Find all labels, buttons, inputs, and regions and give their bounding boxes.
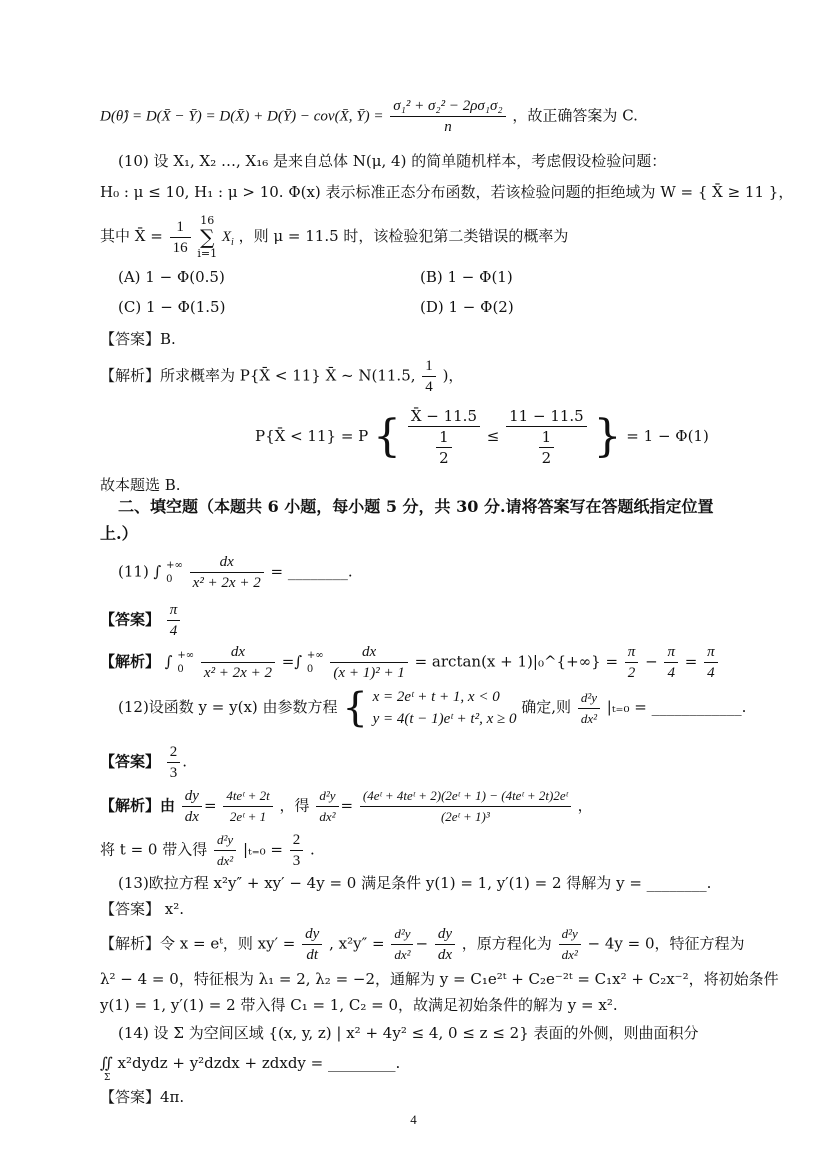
q12-stem [118,685,747,732]
dx: dx [184,809,199,825]
variance-formula: D(θ̂) = D(X̄ − Ȳ) = D(X̄) + D(Ȳ) − cov(X̄, Ȳ) = [100,108,384,125]
q9-conclusion-line [100,96,727,137]
q12-answer-fraction [167,742,181,783]
then-text: ，得 [279,796,310,815]
std2-den [506,427,587,468]
dy-13: dy [435,924,455,945]
q13-an-b: , x²y″ = [329,934,385,953]
q11-analysis: 【解析】 ∫ +∞ 0 $\frac{dx}{\text{x² + 2x + 2}}$ =∫ +∞ 0 $\frac{dx}{\text{(x + 1)² + 1}}$ = arctan(x + 1)|₀^{+∞} = $\frac{\pi}{2}$ − $\frac{\pi}{4}$ = $\frac{\pi}{4}$ [100,642,727,688]
integrand-num: dx [190,552,264,573]
quarter-den: 4 [425,379,433,395]
result-num: 2 [290,830,304,851]
d2y-dx2-13 [391,924,413,965]
sample-mean-fraction [170,217,191,258]
q10-answer: 【答案】B. [100,330,176,348]
half-2-den: 2 [541,449,552,467]
integral-lower-2: 0 [177,663,184,675]
q13-analysis-line1: 【解析】令 x = eᵗ，则 xy′ = $\frac{dy}{dt}$ , x²y″ = $\frac{\text{d²y}}{\text{dx²}}$ − $\frac{dy}{dx}$ ，原方程化为 $\frac{\text{d²y}}{\text{dx²}}$ − 4y = 0，特征方程为 [100,926,745,963]
arctan-result: = arctan(x + 1)|₀^{+∞} = [414,652,619,671]
dy-dt-num: dy [302,924,322,945]
q9-answer-text: ，故正确答案为 C. [512,106,638,125]
std2-num: 11 − 11.5 [506,406,587,427]
standardized-fraction-2 [506,406,587,468]
dx2-3: dx² [217,853,234,868]
q13-an-d: − 4y = 0，特征方程为 [587,934,745,953]
dy-dx-value [223,786,272,827]
std1-num: X̄ − 11.5 [408,406,480,427]
integral-sign: (11) ∫ [118,562,162,581]
q11-answer-num: π [167,600,181,621]
q14-answer: 【答案】4π. [100,1088,185,1106]
analysis-label: 【解析】 [100,652,161,671]
right-brace: } [593,411,622,462]
d2y-dx2 [316,786,338,827]
section-title-line2: 上.） [100,524,138,543]
integrand-2-den: x² + 2x + 2 [203,665,272,681]
dy-dx-13 [435,924,455,965]
integral-lower: 0 [166,573,173,585]
q13-analysis-line3: y(1) = 1, y′(1) = 2 带入得 C₁ = 1, C₂ = 0，故满足初始条件的解为 y = x². [100,996,618,1014]
dx2-13b: dx² [561,947,578,962]
quarter-num: 1 [422,356,436,377]
d2y-dx2-sub [214,830,236,871]
integrand-3 [330,642,407,683]
q12-stem-text: (12)设函数 y = y(x) 由参数方程 [118,698,338,716]
eq-left: P{X̄ < 11} = P [255,427,369,445]
half-1-num: 1 [436,427,452,448]
integral-upper-2: +∞ [177,649,195,661]
dx-13: dx [437,947,452,963]
q11-blank: = ________. [270,562,353,581]
dy: dy [182,786,202,807]
dy-dt [302,924,322,965]
d2y-value-den: (2eᵗ + 1)³ [440,809,490,824]
integrand-2-num: dx [201,642,275,663]
integrand-3-num: dx [330,642,407,663]
pi-over-4-num: π [664,642,678,663]
q13-analysis-line2: λ² − 4 = 0，特征根为 λ₁ = 2, λ₂ = −2，通解为 y = C₁e²ᵗ + C₂e⁻²ᵗ = C₁x² + C₂x⁻²，将初始条件 [100,970,779,988]
dx2-2: dx² [319,809,336,824]
pi-over-2 [625,642,639,683]
q14-stem-line1: (14) 设 Σ 为空间区域 {(x, y, z) | x² + 4y² ≤ 4, 0 ≤ z ≤ 2} 表面的外侧，则曲面积分 [118,1024,699,1042]
second-derivative [578,688,600,729]
section-title-line1: 二、填空题（本题共 6 小题，每小题 5 分，共 30 分.请将答案写在答题纸指定位置 [118,497,714,516]
eq-right: = 1 − Φ(1) [626,427,709,445]
param-x: x = 2eᵗ + t + 1, x < 0 [372,689,500,705]
q10-stem-line1: (10) 设 X₁, X₂ …, X₁₆ 是来自总体 N(μ, 4) 的简单随机样本，考虑假设检验问题： [118,152,667,170]
d2y-2: d²y [316,786,338,807]
integral-upper-3: +∞ [306,649,324,661]
integrand-2 [201,642,275,683]
parametric-system [373,686,517,730]
q11-answer [100,600,727,640]
integral-upper: +∞ [166,559,183,571]
half-1 [436,427,452,468]
q14-stem-line2: ∬ x²dydz + y²dzdx + zdxdy = _________. [100,1054,401,1072]
d2y-13: d²y [391,924,413,945]
q11-answer-den: 4 [169,623,178,639]
summation-symbol: ∑ [200,225,215,249]
dx2-13: dx² [394,947,411,962]
pi-over-4-result [704,642,718,683]
integrand-3-den: (x + 1)² + 1 [333,665,405,681]
q11-stem [118,552,727,598]
q10-analysis-line [100,356,727,402]
variance-fraction [390,96,505,137]
le-sign: ≤ [486,427,500,445]
q10-analysis-text: 【解析】所求概率为 P{X̄ < 11} X̄ ~ N(11.5, [100,366,416,385]
integral-limits-2 [177,649,194,677]
pi-over-4 [664,642,678,683]
integrand-den: x² + 2x + 2 [192,575,261,591]
q12-analysis: 【解析】由 $\frac{dy}{dx}$ = $\frac{\text{4teᵗ + 2t}}{\text{2eᵗ + 1}}$ ，得 $\frac{\text{d²y}}{\text{dx²}}$ = $\frac{\text{(4eᵗ + 4teᵗ + 2)(2eᵗ + 1) − (4teᵗ + 2t)2eᵗ}}{\text{(2eᵗ + 1)³}}$ ， [100,788,593,825]
standardized-fraction-1 [408,406,480,468]
analysis-label-12: 【解析】由 [100,796,176,815]
d2y-dx2-13b [559,924,581,965]
std1-den [408,427,480,468]
summand-index: i [231,237,234,248]
integral-lower-3: 0 [306,663,314,675]
q12-determine: 确定,则 [521,698,572,716]
q12-substitution [100,830,727,874]
half-2-num: 1 [539,427,555,448]
half-2 [539,427,555,468]
q12-answer-den: 3 [169,765,178,781]
option-d: (D) 1 − Φ(2) [420,298,514,316]
probability-equation [255,406,709,476]
q11-answer-fraction [167,600,181,641]
q12-blank: |ₜ₌₀ = ____________. [606,698,747,716]
pi-over-4-den: 4 [667,665,675,681]
half-1-den: 2 [439,449,449,467]
dx2: dx² [580,710,597,726]
minus-sign: − [645,652,658,671]
pi-over-2-num: π [625,642,639,663]
q12-answer-num: 2 [167,742,181,763]
left-brace: { [373,411,402,462]
d2y: d²y [578,688,600,709]
result-fraction [290,830,304,871]
integral-limits-3 [307,649,324,677]
q13-an-a: 【解析】令 x = eᵗ，则 xy′ = [100,934,296,953]
summation-lower: i=1 [197,247,218,260]
answer-label: 【答案】 [100,610,161,629]
sample-mean-label: 其中 X̄ = [100,227,163,245]
pi-over-2-den: 2 [627,665,636,681]
d2y-3: d²y [214,830,236,851]
substitute-text: 将 t = 0 带入得 [100,840,208,859]
page-number: 4 [410,1112,417,1127]
surface-sigma: Σ [104,1073,111,1083]
dy-dx-num: 4teᵗ + 2t [223,786,272,807]
equals-sign: = [684,652,698,671]
q10-conclusion: 故本题选 B. [100,476,181,494]
comma: ， [577,796,593,815]
at-t0: |ₜ₌₀ = [242,840,283,859]
q12-answer: 【答案】 $\frac{2}{3}$ . [100,744,188,781]
sample-mean-den: 16 [172,239,188,256]
integrand [190,552,264,593]
dy-dx [182,786,202,827]
dy-dt-den: dt [306,947,319,963]
q10-stem-line3 [100,214,727,264]
option-c: (C) 1 − Φ(1.5) [118,298,226,316]
option-b: (B) 1 − Φ(1) [420,268,513,286]
q13-stem: (13)欧拉方程 x²y″ + xy′ − 4y = 0 满足条件 y(1) = 1, y′(1) = 2 得解为 y = ________. [118,874,712,892]
variance-quarter [422,356,436,397]
system-brace: { [342,685,368,731]
q10-condition-text: ，则 μ = 11.5 时，该检验犯第二类错误的概率为 [238,227,569,245]
variance-fraction-denominator: n [444,119,452,135]
result-den: 3 [292,853,301,869]
summation-upper: 16 [200,214,215,227]
pi-over-4-result-num: π [704,642,718,663]
q10-analysis-tail: )， [442,366,464,385]
d2y-13b: d²y [559,924,581,945]
sample-mean-num: 1 [170,217,191,238]
q10-stem-line2: H₀ : μ ≤ 10, H₁ : μ > 10. Φ(x) 表示标准正态分布函数，若该检验问题的拒绝域为 W = { X̄ ≥ 11 }， [100,183,794,201]
period: . [310,840,315,859]
param-y: y = 4(t − 1)eᵗ + t², x ≥ 0 [372,711,517,727]
pi-over-4-result-den: 4 [707,665,715,681]
q13-answer: 【答案】 x². [100,900,185,918]
summand: $X_i$ [221,229,234,248]
variance-fraction-numerator: σ₁² + σ₂² − 2ρσ₁σ₂ [390,96,505,117]
answer-label-12: 【答案】 [100,752,161,771]
q13-an-c: ，原方程化为 [461,934,552,953]
d2y-value-num: (4eᵗ + 4teᵗ + 2)(2eᵗ + 1) − (4teᵗ + 2t)2eᵗ [360,786,571,807]
integral-limits [166,559,183,587]
dy-dx-den: 2eᵗ + 1 [229,809,267,824]
summation-limits [197,214,217,260]
d2y-value [360,786,571,827]
option-a: (A) 1 − Φ(0.5) [118,268,225,286]
